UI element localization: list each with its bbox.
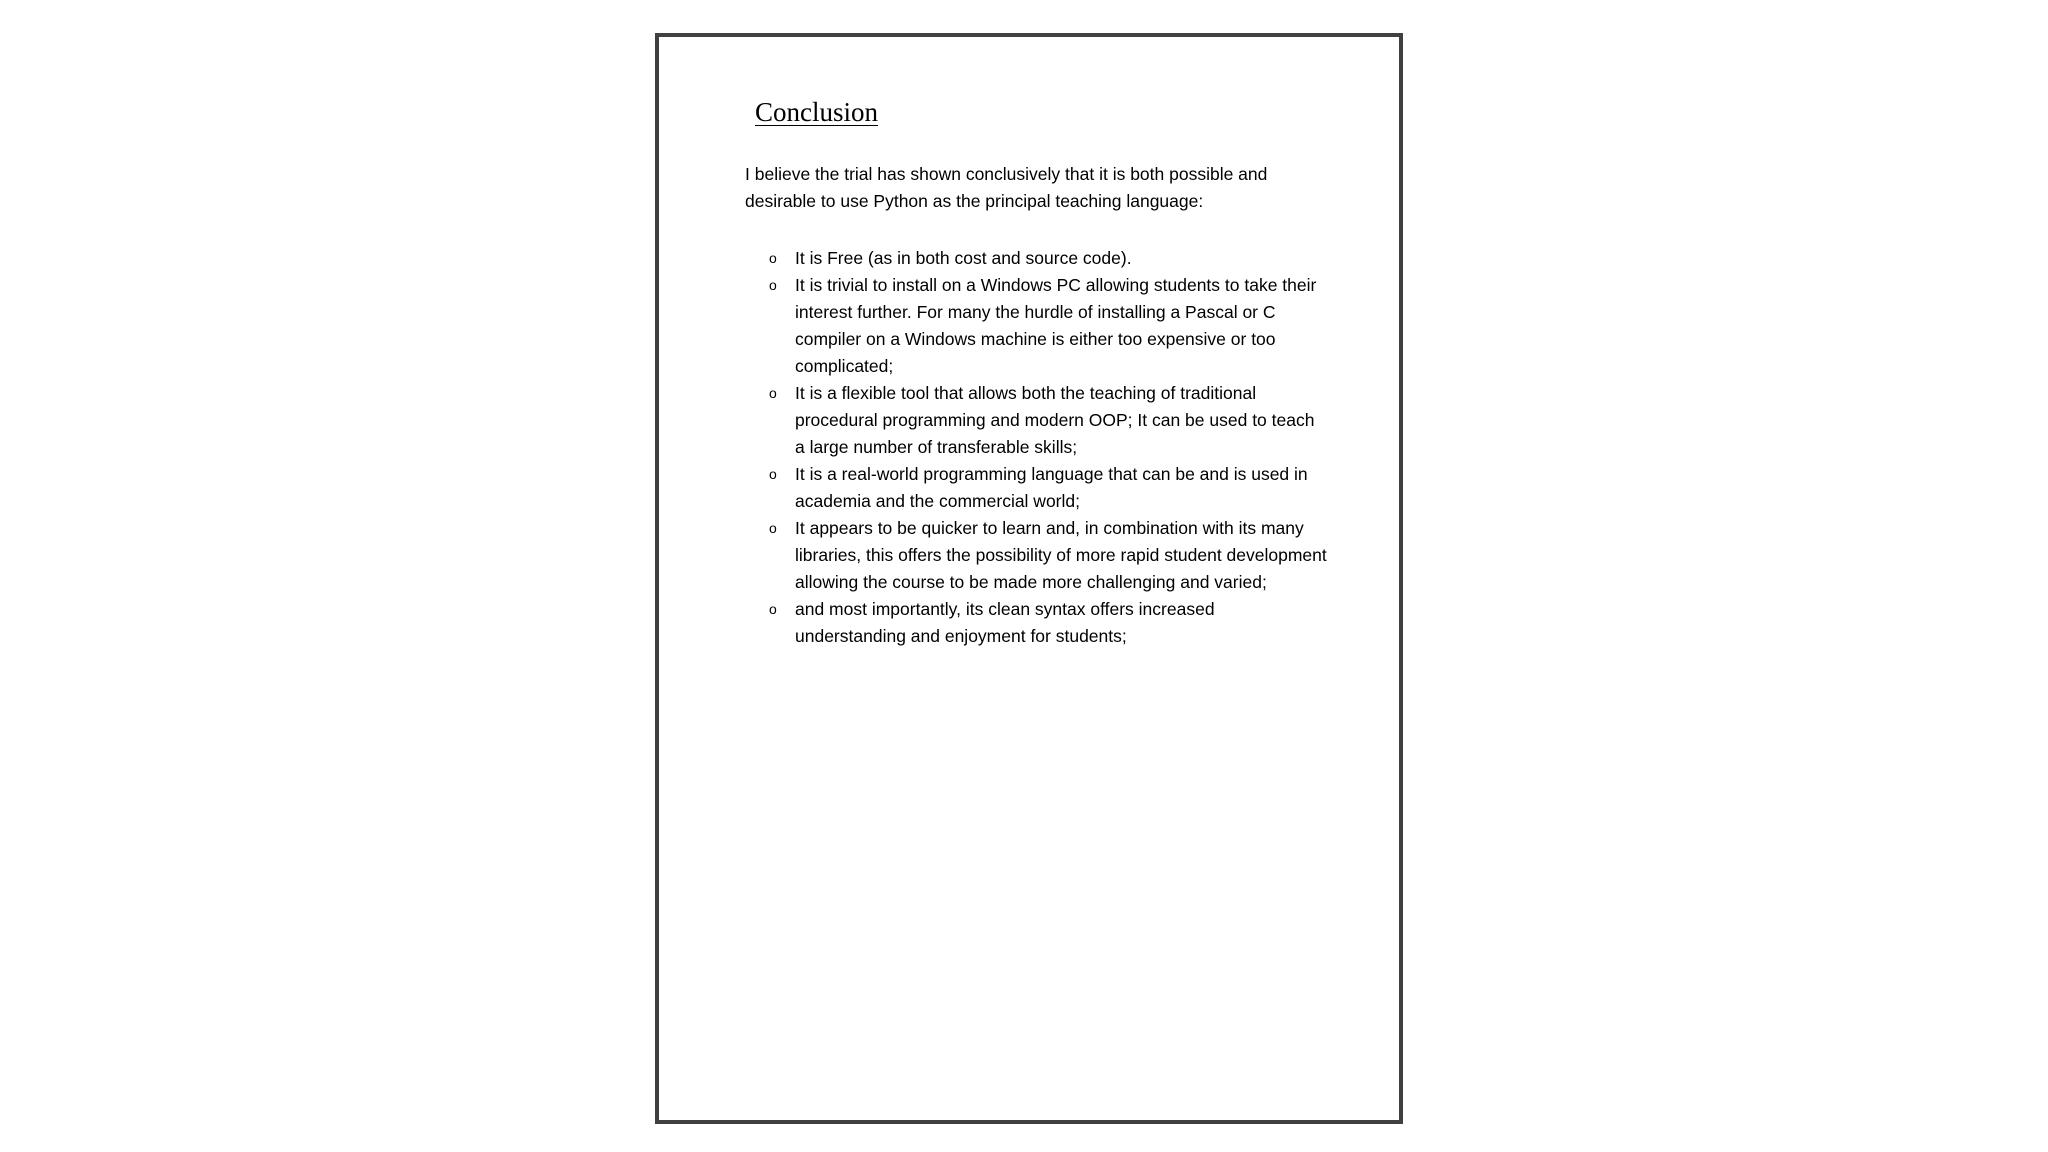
circle-bullet-icon: o	[769, 385, 777, 401]
list-item-text: It is a real-world programming language that can be and is used in academia and the commercial world;	[795, 464, 1308, 511]
bullet-list	[769, 245, 1329, 650]
list-item-text: It is a flexible tool that allows both the teaching of traditional procedural programming and modern OOP; It can be used to teach a large number of transferable skills;	[795, 383, 1315, 457]
list-item-text: It is Free (as in both cost and source code).	[795, 248, 1132, 268]
list-item	[769, 380, 1329, 461]
circle-bullet-icon: o	[769, 466, 777, 482]
circle-bullet-icon: o	[769, 520, 777, 536]
list-item-text: It is trivial to install on a Windows PC allowing students to take their interest further. For many the hurdle of installing a Pascal or C compiler on a Windows machine is either too expensive or too complicated;	[795, 275, 1317, 376]
page-title: Conclusion	[755, 97, 879, 127]
list-item-text: It appears to be quicker to learn and, in combination with its many libraries, this offers the possibility of more rapid student development allowing the course to be made more challenging and varied;	[795, 518, 1327, 592]
list-item	[769, 461, 1329, 515]
list-item	[769, 245, 1329, 272]
list-item-text: and most importantly, its clean syntax offers increased understanding and enjoyment for students;	[795, 599, 1215, 646]
list-item	[769, 272, 1329, 380]
document-page	[655, 33, 1403, 1124]
circle-bullet-icon: o	[769, 250, 777, 266]
list-item	[769, 515, 1329, 596]
list-item	[769, 596, 1329, 650]
circle-bullet-icon: o	[769, 601, 777, 617]
circle-bullet-icon: o	[769, 277, 777, 293]
intro-paragraph: I believe the trial has shown conclusively that it is both possible and desirable to use Python as the principal teaching language:	[745, 164, 1268, 211]
